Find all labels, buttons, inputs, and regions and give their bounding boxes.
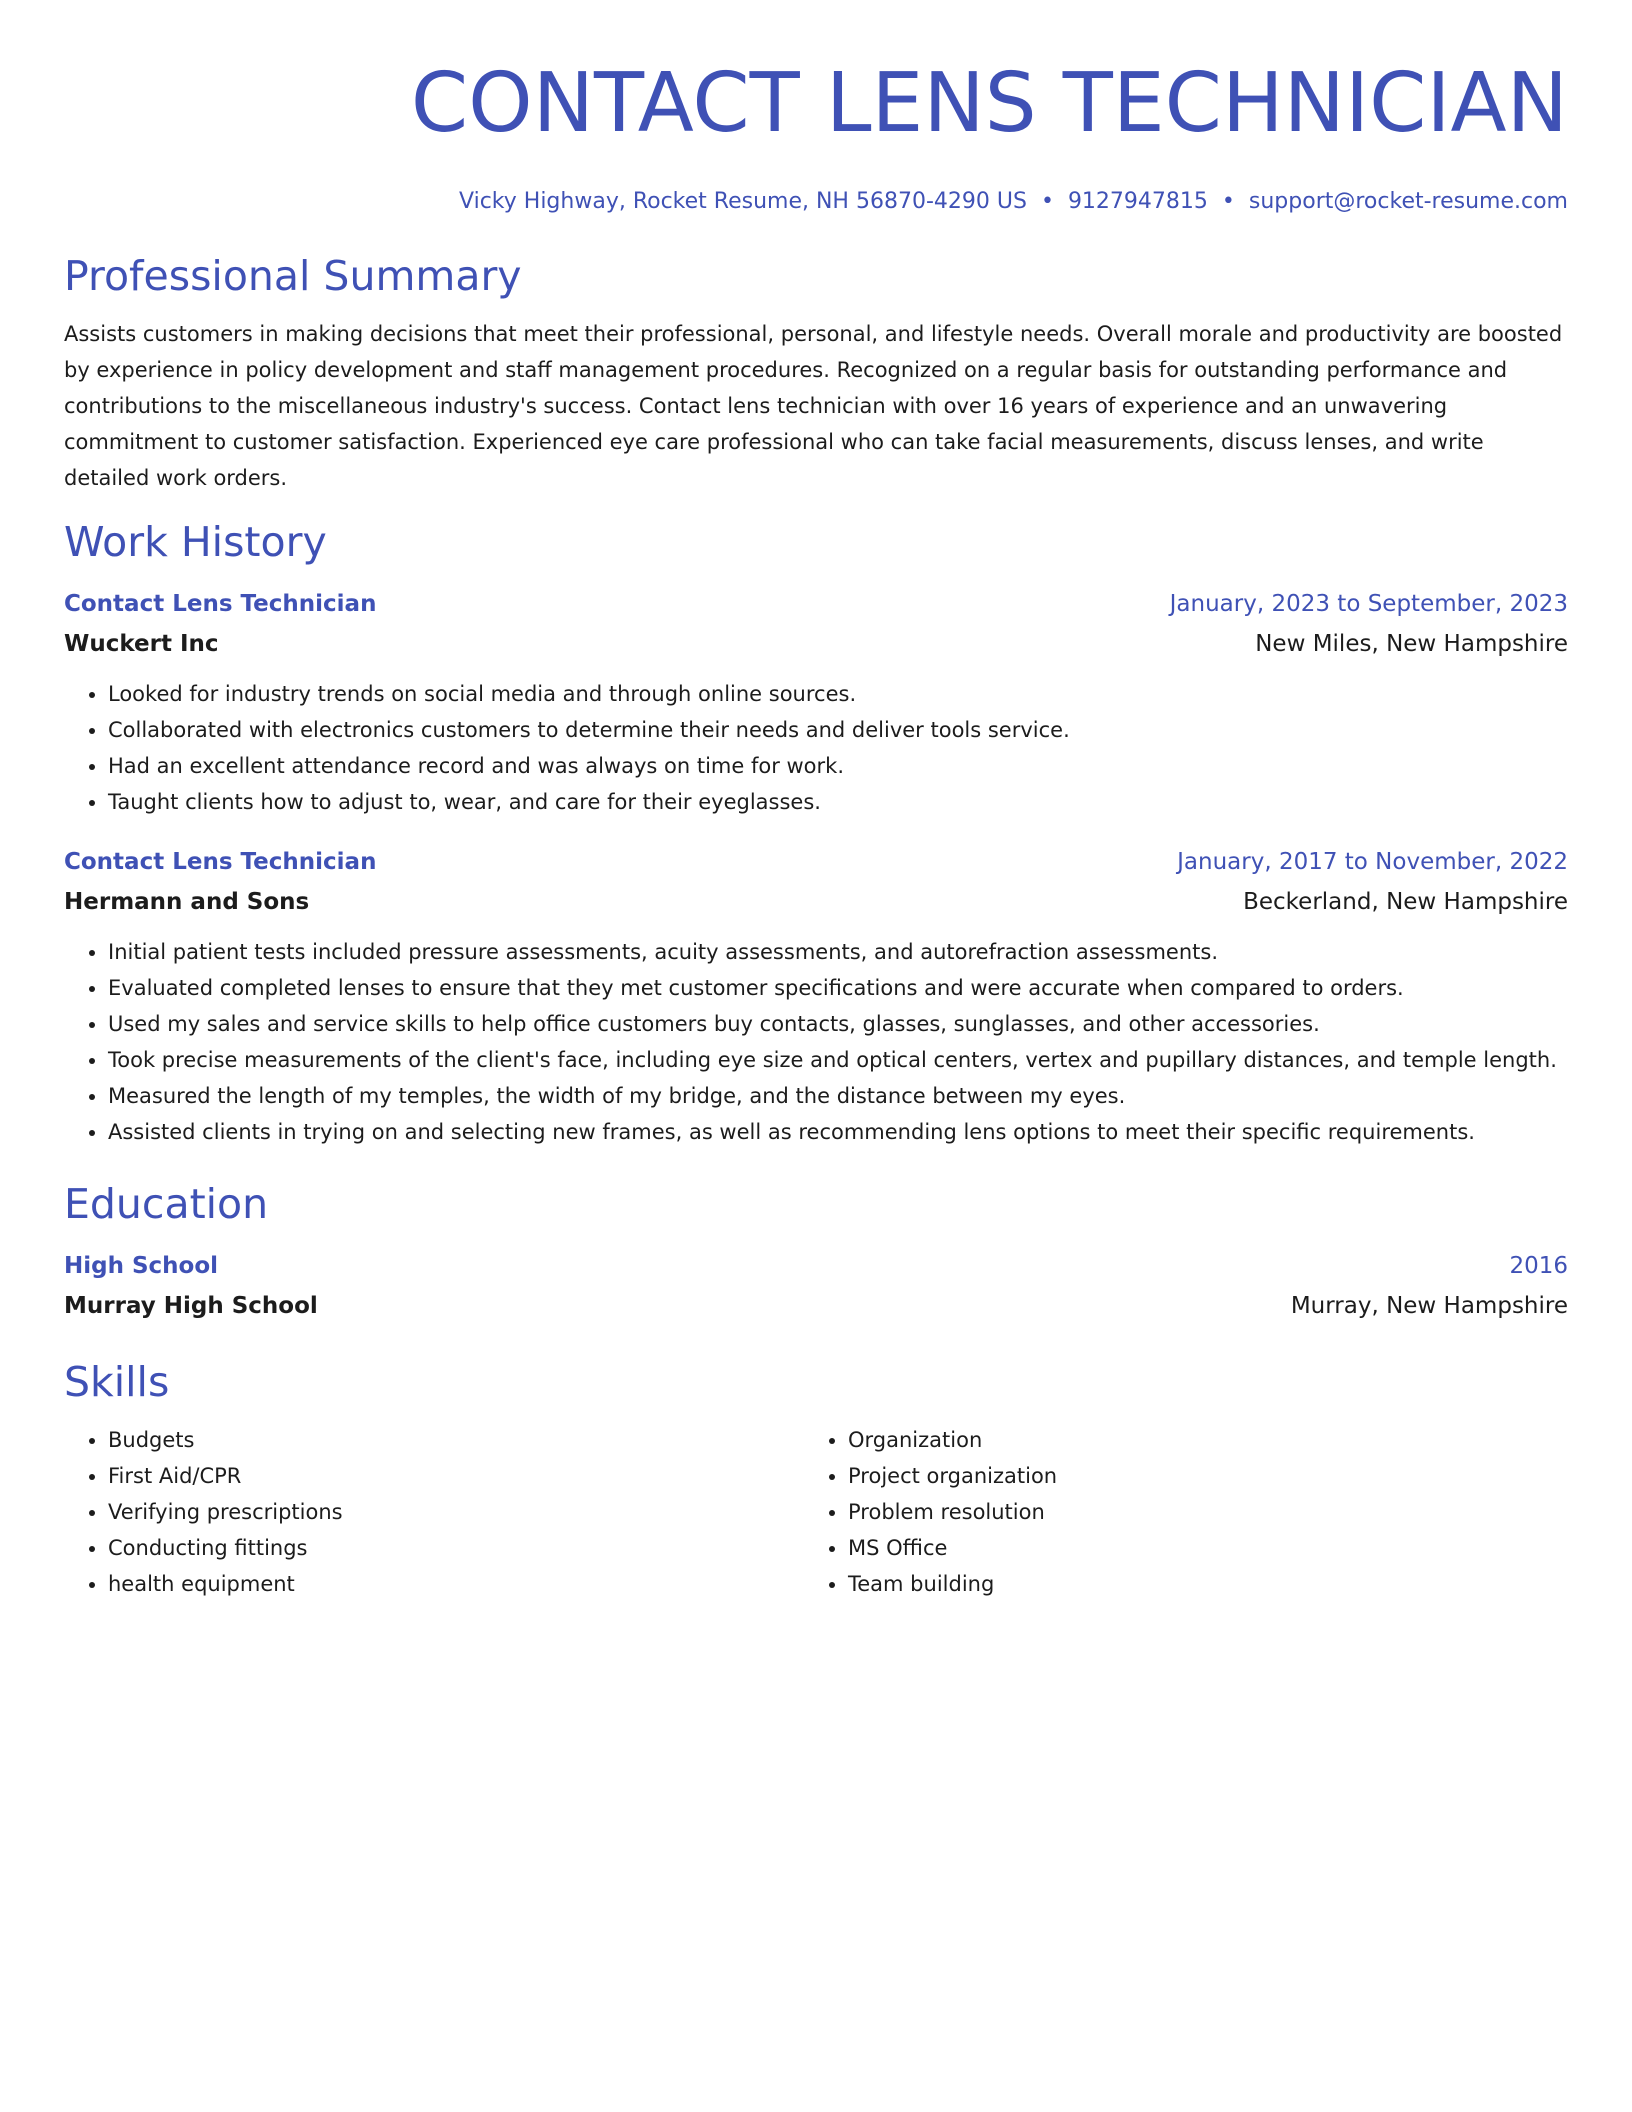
job-title: Contact Lens Technician [64, 849, 377, 875]
job-bullet: • Assisted clients in trying on and selecting new frames, as well as recommending lens options to meet their specific requirements. [108, 1114, 1568, 1150]
contact-separator: • [1040, 189, 1054, 214]
job-title: Contact Lens Technician [64, 591, 377, 617]
job-company-row [64, 882, 1568, 922]
skills-list-left [64, 1422, 804, 1602]
education-entry [64, 1246, 1568, 1326]
education-location: Murray, New Hampshire [1290, 1293, 1568, 1319]
job-dates: January, 2017 to November, 2022 [1177, 849, 1568, 875]
job-bullet-list [64, 676, 1568, 820]
education-year: 2016 [1509, 1253, 1568, 1279]
job-company: Hermann and Sons [64, 889, 310, 915]
section-heading-summary: Professional Summary [64, 252, 522, 300]
skill-item: • Problem resolution [848, 1494, 1544, 1530]
skill-item: • Budgets [108, 1422, 804, 1458]
section-heading-education: Education [64, 1180, 269, 1228]
job-company: Wuckert Inc [64, 631, 219, 657]
job-company-row [64, 624, 1568, 664]
job-bullet: • Evaluated completed lenses to ensure that they met customer specifications and were accurate when compared to orders. [108, 970, 1568, 1006]
job-bullet: • Looked for industry trends on social media and through online sources. [108, 676, 1568, 712]
contact-separator: • [1221, 189, 1235, 214]
skill-item: • Team building [848, 1566, 1544, 1602]
job-bullet: • Took precise measurements of the client's face, including eye size and optical centers, vertex and pupillary distances, and temple length. [108, 1042, 1568, 1078]
job-bullet: • Initial patient tests included pressure assessments, acuity assessments, and autorefraction assessments. [108, 934, 1568, 970]
skill-item: • MS Office [848, 1530, 1544, 1566]
contact-phone: 9127947815 [1067, 189, 1208, 214]
job-bullet: • Taught clients how to adjust to, wear, and care for their eyeglasses. [108, 784, 1568, 820]
section-heading-work-history: Work History [64, 518, 327, 566]
contact-address: Vicky Highway, Rocket Resume, NH 56870-4290 US [459, 189, 1027, 214]
skill-item: • Verifying prescriptions [108, 1494, 804, 1530]
job-bullet: • Measured the length of my temples, the width of my bridge, and the distance between my eyes. [108, 1078, 1568, 1114]
education-header-row [64, 1246, 1568, 1286]
job-entry [64, 842, 1568, 1150]
summary-text: Assists customers in making decisions that meet their professional, personal, and lifestyle needs. Overall morale and productivity are boosted by experience in policy development and staff management procedures. Recognized on a regular basis for outstanding performance and contributions to the miscellaneous industry's success. Contact lens technician with over 16 years of experience and an unwavering commitment to customer satisfaction. Experienced eye care professional who can take facial measurements, discuss lenses, and write detailed work orders. [64, 322, 1563, 490]
job-header-row [64, 584, 1568, 624]
job-bullet: • Collaborated with electronics customers to determine their needs and deliver tools service. [108, 712, 1568, 748]
skills-grid [64, 1422, 1568, 1602]
contact-line [64, 186, 1568, 218]
skill-item: • Project organization [848, 1458, 1544, 1494]
skill-item: • health equipment [108, 1566, 804, 1602]
education-school-row [64, 1286, 1568, 1326]
resume-title: CONTACT LENS TECHNICIAN [410, 56, 1568, 151]
section-heading-skills: Skills [64, 1358, 170, 1406]
skill-item: • First Aid/CPR [108, 1458, 804, 1494]
job-bullet: • Had an excellent attendance record and was always on time for work. [108, 748, 1568, 784]
job-bullet-list [64, 934, 1568, 1150]
skill-item: • Organization [848, 1422, 1544, 1458]
job-dates: January, 2023 to September, 2023 [1169, 591, 1568, 617]
education-degree: High School [64, 1253, 219, 1279]
job-bullet: • Used my sales and service skills to help office customers buy contacts, glasses, sunglasses, and other accessories. [108, 1006, 1568, 1042]
job-header-row [64, 842, 1568, 882]
contact-email: support@rocket-resume.com [1248, 189, 1568, 214]
job-location: Beckerland, New Hampshire [1243, 889, 1568, 915]
skill-item: • Conducting fittings [108, 1530, 804, 1566]
education-school: Murray High School [64, 1293, 318, 1319]
skills-list-right [804, 1422, 1544, 1602]
job-entry [64, 584, 1568, 820]
job-location: New Miles, New Hampshire [1255, 631, 1568, 657]
